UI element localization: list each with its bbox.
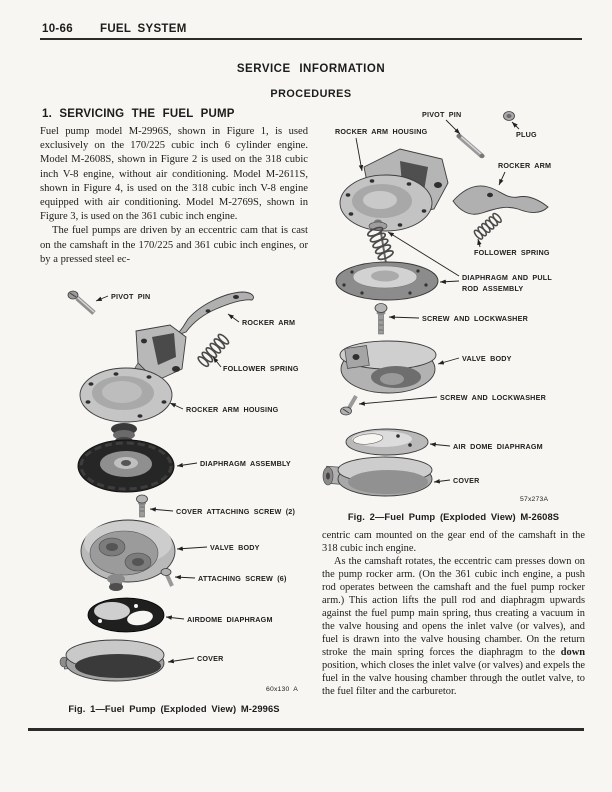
- fig2-label-air-dome-diaphragm: AIR DOME DIAPHRAGM: [453, 442, 543, 451]
- fig2-label-valve-body: VALVE BODY: [462, 354, 512, 363]
- fig2-cover-art: [323, 457, 432, 496]
- fig2-label-screw-lockwasher-2: SCREW AND LOCKWASHER: [440, 393, 546, 402]
- fig2-label-screw-lockwasher-1: SCREW AND LOCKWASHER: [422, 314, 528, 323]
- chapter-title: FUEL SYSTEM: [100, 23, 187, 35]
- fig2-label-follower-spring: FOLLOWER SPRING: [474, 248, 550, 257]
- heading-service-information: SERVICE INFORMATION: [236, 63, 386, 75]
- fig2-photo-id: 57x273A: [520, 496, 549, 503]
- paragraph: The fuel pumps are driven by an eccentric cam that is cast on the camshaft in the 170/225 and 361 cubic inch engines, or by a pressed steel ec-: [40, 225, 308, 265]
- fig2-follower-spring-art: [473, 212, 503, 240]
- fig1-pivot-pin-art: [68, 291, 94, 313]
- fig1-attaching-screw-art: [161, 569, 172, 587]
- fig1-label-rocker-arm-housing: ROCKER ARM HOUSING: [186, 405, 279, 414]
- fig1-label-cover: COVER: [197, 654, 224, 663]
- right-column-text: [322, 529, 585, 698]
- fig2-rocker-arm-art: [453, 186, 548, 214]
- fig1-rocker-arm-housing-art: [80, 325, 186, 422]
- fig1-label-rocker-arm: ROCKER ARM: [242, 318, 296, 327]
- fig2-diaphragm-pull-rod-art: [336, 262, 438, 300]
- fig2-label-diaphragm-pull-line2: ROD ASSEMBLY: [462, 284, 524, 293]
- fig1-label-pivot-pin: PIVOT PIN: [111, 292, 151, 301]
- figure-1-exploded-view: [40, 285, 308, 697]
- fig2-label-pivot-pin: PIVOT PIN: [422, 110, 462, 119]
- fig2-label-rocker-arm: ROCKER ARM: [498, 161, 552, 170]
- paragraph-segment: position, which closes the inlet valve (or valves) and expels the fuel in the valve housing chamber through the outlet valve, to the fuel filter and the carburetor.: [322, 660, 585, 697]
- fig1-label-valve-body: VALVE BODY: [210, 543, 260, 552]
- paragraph: centric cam mounted on the gear end of the camshaft in the 318 cubic inch engine.: [322, 530, 585, 554]
- fig1-follower-spring-art: [197, 333, 230, 368]
- fig2-pivot-pin-art: [456, 134, 484, 158]
- fig2-screw-lockwasher-2-art: [341, 396, 357, 415]
- fig2-label-rocker-arm-housing: ROCKER ARM HOUSING: [335, 127, 428, 136]
- fig1-label-follower-spring: FOLLOWER SPRING: [223, 364, 299, 373]
- fig1-label-airdome-diaphragm: AIRDOME DIAPHRAGM: [187, 615, 273, 624]
- fig1-caption: Fig. 1—Fuel Pump (Exploded View) M-2996S: [68, 703, 280, 714]
- fig2-rocker-arm-housing-art: [340, 149, 448, 231]
- left-column-text: [40, 125, 308, 267]
- fig1-label-diaphragm-assembly: DIAPHRAGM ASSEMBLY: [200, 459, 291, 468]
- paragraph: Fuel pump model M-2996S, shown in Figure 1, is used exclusively on the 170/225 cubic inch 6 cylinder engine. Model M-2608S, shown in Figure 2 is used on the 318 cubic inch V-8 engine, without air conditioning. Model M-2611S, shown in Figure 4, is used on the 318 cubic inch V-8 engine equipped with air conditioning. Model M-2769S, shown in Figure 3, is used on the 361 cubic inch engine.: [40, 126, 308, 223]
- figure-2-exploded-view: [322, 105, 585, 505]
- page-number: 10-66: [42, 23, 73, 35]
- fig2-label-cover: COVER: [453, 476, 480, 485]
- bold-word-down: down: [560, 647, 585, 658]
- fig1-diaphragm-assembly-art: [78, 423, 174, 492]
- header-rule: [40, 38, 582, 40]
- fig1-cover-attaching-screw-art: [137, 495, 148, 517]
- fig2-label-plug: PLUG: [516, 130, 537, 139]
- section-title: 1. SERVICING THE FUEL PUMP: [42, 108, 235, 120]
- fig1-photo-id: 60x130 A: [266, 686, 298, 693]
- fig1-rocker-arm-art: [177, 292, 254, 335]
- fig2-valve-body-art: [340, 341, 436, 393]
- fig2-label-diaphragm-pull-line1: DIAPHRAGM AND PULL: [462, 273, 552, 282]
- fig1-airdome-diaphragm-art: [88, 598, 164, 632]
- heading-procedures: PROCEDURES: [270, 88, 352, 100]
- paragraph-segment: As the camshaft rotates, the eccentric cam presses down on the pump rocker arm. (On the 361 cubic inch engine, a push rod operates between the camshaft and the fuel pump rocker arm.) This action lifts the pull rod and diaphragm upwards against the fuel pump main spring, thus creating a vacuum in the valve housing and opens the inlet valve (or valves), and fuel is drawn into the valve housing chamber. On the return stroke the main spring forces the diaphragm to the: [322, 556, 585, 658]
- fig1-label-cover-attaching-screw: COVER ATTACHING SCREW (2): [176, 507, 296, 516]
- fig2-plug-art: [504, 112, 515, 121]
- fig1-valve-body-art: [81, 520, 175, 591]
- paragraph: [322, 555, 585, 698]
- fig2-caption: Fig. 2—Fuel Pump (Exploded View) M-2608S: [347, 511, 560, 522]
- fig2-air-dome-diaphragm-art: [346, 429, 428, 455]
- bottom-rule: [28, 728, 584, 731]
- fig2-screw-lockwasher-1-art: [375, 304, 387, 335]
- fig1-label-attaching-screw: ATTACHING SCREW (6): [198, 574, 287, 583]
- fig1-cover-art: [60, 640, 164, 681]
